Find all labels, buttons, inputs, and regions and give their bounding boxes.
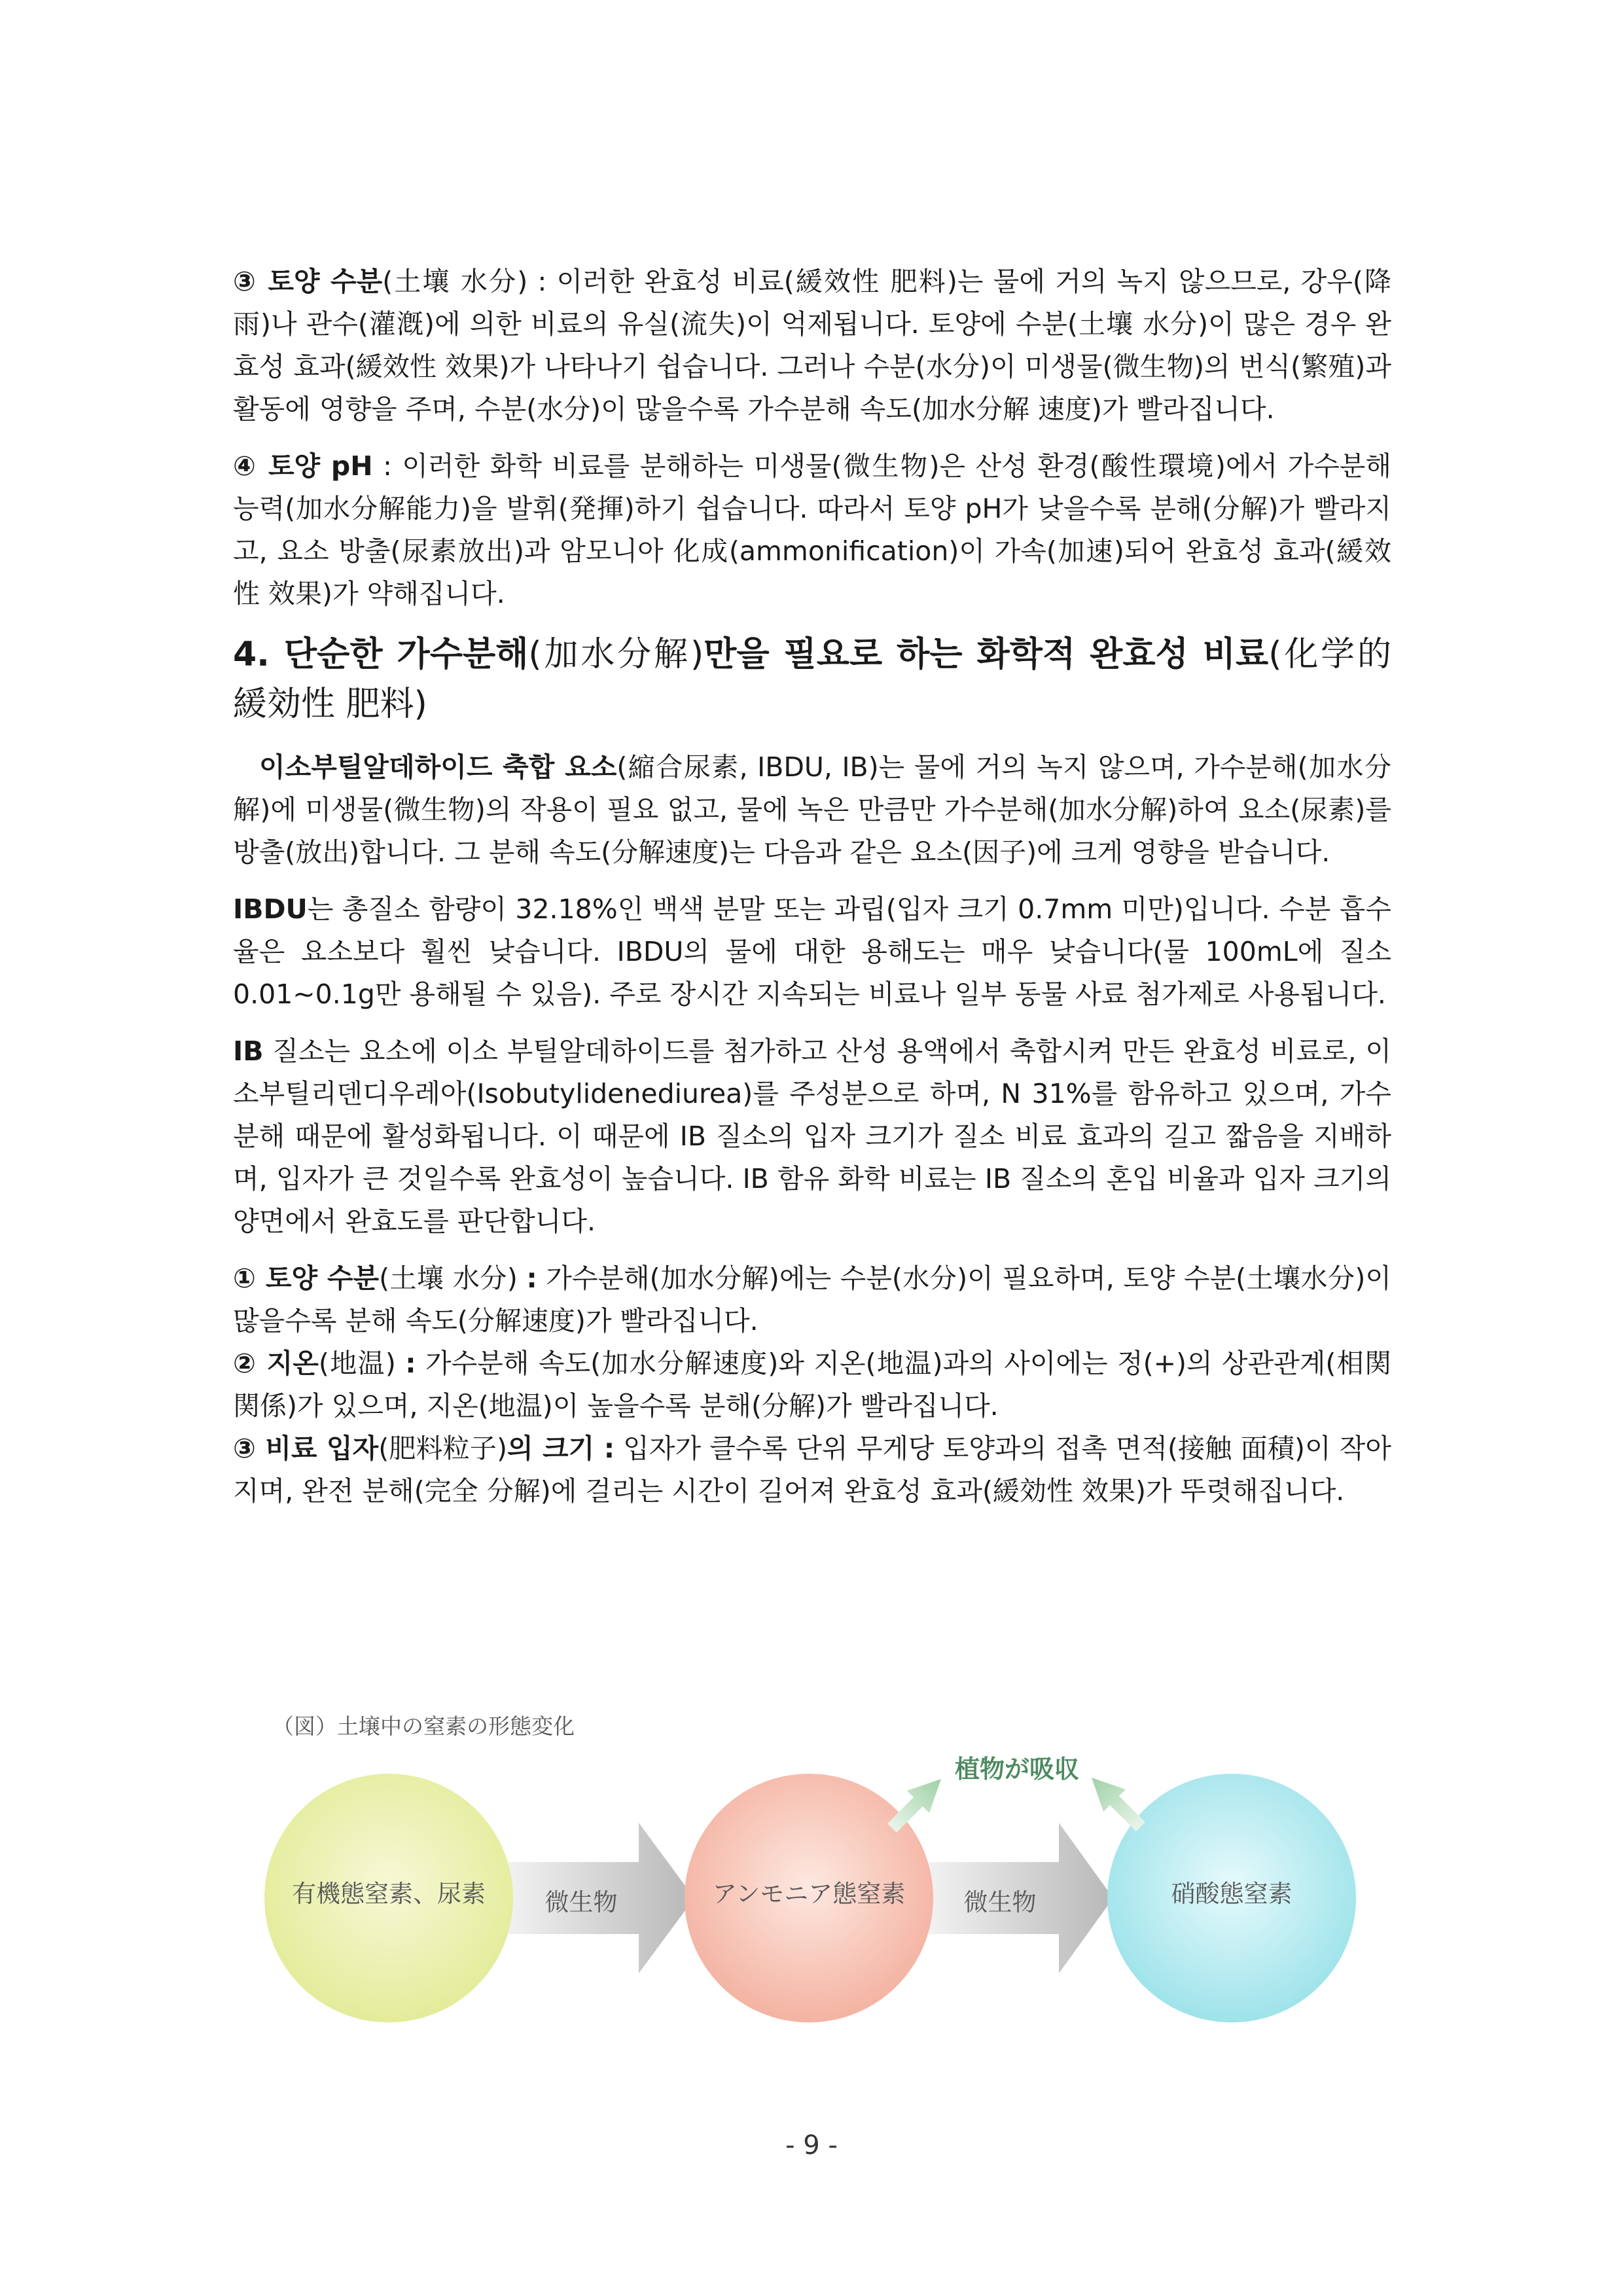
item-lead: ④ 토양 pH bbox=[233, 450, 373, 482]
item-lead: 이소부틸알데하이드 축합 요소 bbox=[259, 751, 617, 783]
microbe-label-1: 微生物 bbox=[544, 1888, 618, 1916]
item-text: (土壤 水分) : 이러한 완효성 비료(緩效性 肥料)는 물에 거의 녹지 않으므로, 강우(降雨)나 관수(灌漑)에 의한 비료의 유실(流失)이 억제됩니다. 토양에 수분(土壤 水分)이 많은 경우 완효성 효과(緩效性 效果)가 나타나기 쉽습니다. 그러나 수분(水分)이 미생물(微生物)의 번식(繁殖)과 활동에 영향을 주며, 수분(水分)이 많을수록 가수분해 속도(加水分解 速度)가 빨라집니다. bbox=[233, 266, 1391, 425]
item-lead: ② 지온 bbox=[233, 1348, 319, 1379]
heading-part: (化学的 緩効性 肥料) bbox=[233, 635, 1392, 724]
paragraph-soil-ph bbox=[233, 445, 1391, 615]
nitrate-nitrogen-label: 硝酸態窒素 bbox=[1171, 1880, 1293, 1908]
item-text: 입자가 클수록 단위 무게당 토양과의 접촉 면적(接触 面積)이 작아지며, 완전 분해(完全 分解)에 걸리는 시간이 길어져 완효성 효과(緩効性 效果)가 뚜렷해집니다. bbox=[233, 1433, 1391, 1507]
item-mid: (地温) bbox=[318, 1348, 406, 1379]
absorb-arrow-right bbox=[1092, 1778, 1145, 1831]
item-text: 는 총질소 함량이 32.18%인 백색 분말 또는 과립(입자 크기 0.7mm 미만)입니다. 수분 흡수율은 요소보다 훨씬 낮습니다. IBDU의 물에 대한 용해도는 매우 낮습니다(물 100mL에 질소 0.01~0.1g만 용해될 수 있음). 주로 장시간 지속되는 비료나 일부 동물 사료 첨가제로 사용됩니다. bbox=[233, 893, 1391, 1010]
item-text: 가수분해(加水分解)에는 수분(水分)이 필요하며, 토양 수분(土壤水分)이 많을수록 분해 속도(分解速度)가 빨라집니다. bbox=[233, 1263, 1392, 1336]
item-lead: IB bbox=[233, 1035, 264, 1067]
item-colon: : bbox=[526, 1263, 537, 1294]
heading-part: 4. 단순한 가수분해 bbox=[233, 635, 529, 674]
item-mid: (土壤 水分) bbox=[379, 1263, 527, 1294]
heading-part: (加水分解) bbox=[528, 635, 704, 674]
factor-particle-size bbox=[233, 1427, 1391, 1513]
paragraph-ibdu bbox=[233, 888, 1391, 1016]
paragraph-ib bbox=[233, 1030, 1391, 1243]
item-lead: ③ 토양 수분 bbox=[233, 266, 383, 297]
figure-caption: （図）土壌中の窒素の形態変化 bbox=[272, 1713, 575, 1739]
absorb-arrow-left bbox=[887, 1779, 941, 1833]
factor-soil-moisture bbox=[233, 1257, 1391, 1342]
item-lead: ③ 비료 입자 bbox=[233, 1433, 379, 1464]
organic-nitrogen-label: 有機態窒素、尿素 bbox=[292, 1880, 486, 1908]
item-lead: 의 크기 : bbox=[507, 1433, 615, 1464]
heading-part: 만을 필요로 하는 화학적 완효성 비료 bbox=[704, 635, 1269, 674]
item-text: 가수분해 속도(加水分解速度)와 지온(地温)과의 사이에는 정(+)의 상관관계(相関 関係)가 있으며, 지온(地温)이 높을수록 분해(分解)가 빨라집니다. bbox=[233, 1348, 1392, 1422]
nitrogen-transformation-figure bbox=[233, 1702, 1391, 2068]
item-text: (縮合尿素, IBDU, IB)는 물에 거의 녹지 않으며, 가수분해(加水分解)에 미생물(微生物)의 작용이 필요 없고, 물에 녹은 만큼만 가수분해(加水分解)하여 요소(尿素)를 방출(放出)합니다. 그 분해 속도(分解速度)는 다음과 같은 요소(因子)에 크게 영향을 받습니다. bbox=[233, 751, 1391, 868]
item-colon: : bbox=[405, 1348, 416, 1379]
item-text: : 이러한 화학 비료를 분해하는 미생물(微生物)은 산성 환경(酸性環境)에서 가수분해 능력(加水分解能力)을 발휘(発揮)하기 쉽습니다. 따라서 토양 pH가 낮을수록 분해(分解)가 빨라지고, 요소 방출(尿素放出)과 암모니아 化成(ammonification)이 가속(加速)되어 완효성 효과(緩效性 效果)가 약해집니다. bbox=[233, 450, 1392, 609]
microbe-label-2: 微生物 bbox=[963, 1888, 1037, 1916]
page-number: - 9 - bbox=[785, 2130, 838, 2161]
item-mid: (肥料粒子) bbox=[378, 1433, 507, 1464]
plant-absorption-label: 植物が吸収 bbox=[955, 1755, 1080, 1784]
document-body bbox=[233, 260, 1391, 1513]
factor-soil-temperature bbox=[233, 1342, 1391, 1427]
paragraph-soil-moisture bbox=[233, 260, 1391, 431]
section-heading-4 bbox=[233, 630, 1391, 729]
item-lead: IBDU bbox=[233, 893, 308, 925]
item-text: 질소는 요소에 이소 부틸알데하이드를 첨가하고 산성 용액에서 축합시켜 만든 완효성 비료로, 이소부틸리덴디우레아(Isobutylidenediurea)를 주성분으로 하며, N 31%를 함유하고 있으며, 가수분해 때문에 활성화됩니다. 이 때문에 IB 질소의 입자 크기가 질소 비료 효과의 길고 짧음을 지배하며, 입자가 큰 것일수록 완효성이 높습니다. IB 함유 화학 비료는 IB 질소의 혼입 비율과 입자 크기의 양면에서 완효도를 판단합니다. bbox=[233, 1035, 1391, 1237]
paragraph-ibdu-intro bbox=[233, 746, 1391, 874]
ammonium-nitrogen-label: アンモニア態窒素 bbox=[712, 1880, 906, 1908]
item-lead: ① 토양 수분 bbox=[233, 1263, 380, 1294]
